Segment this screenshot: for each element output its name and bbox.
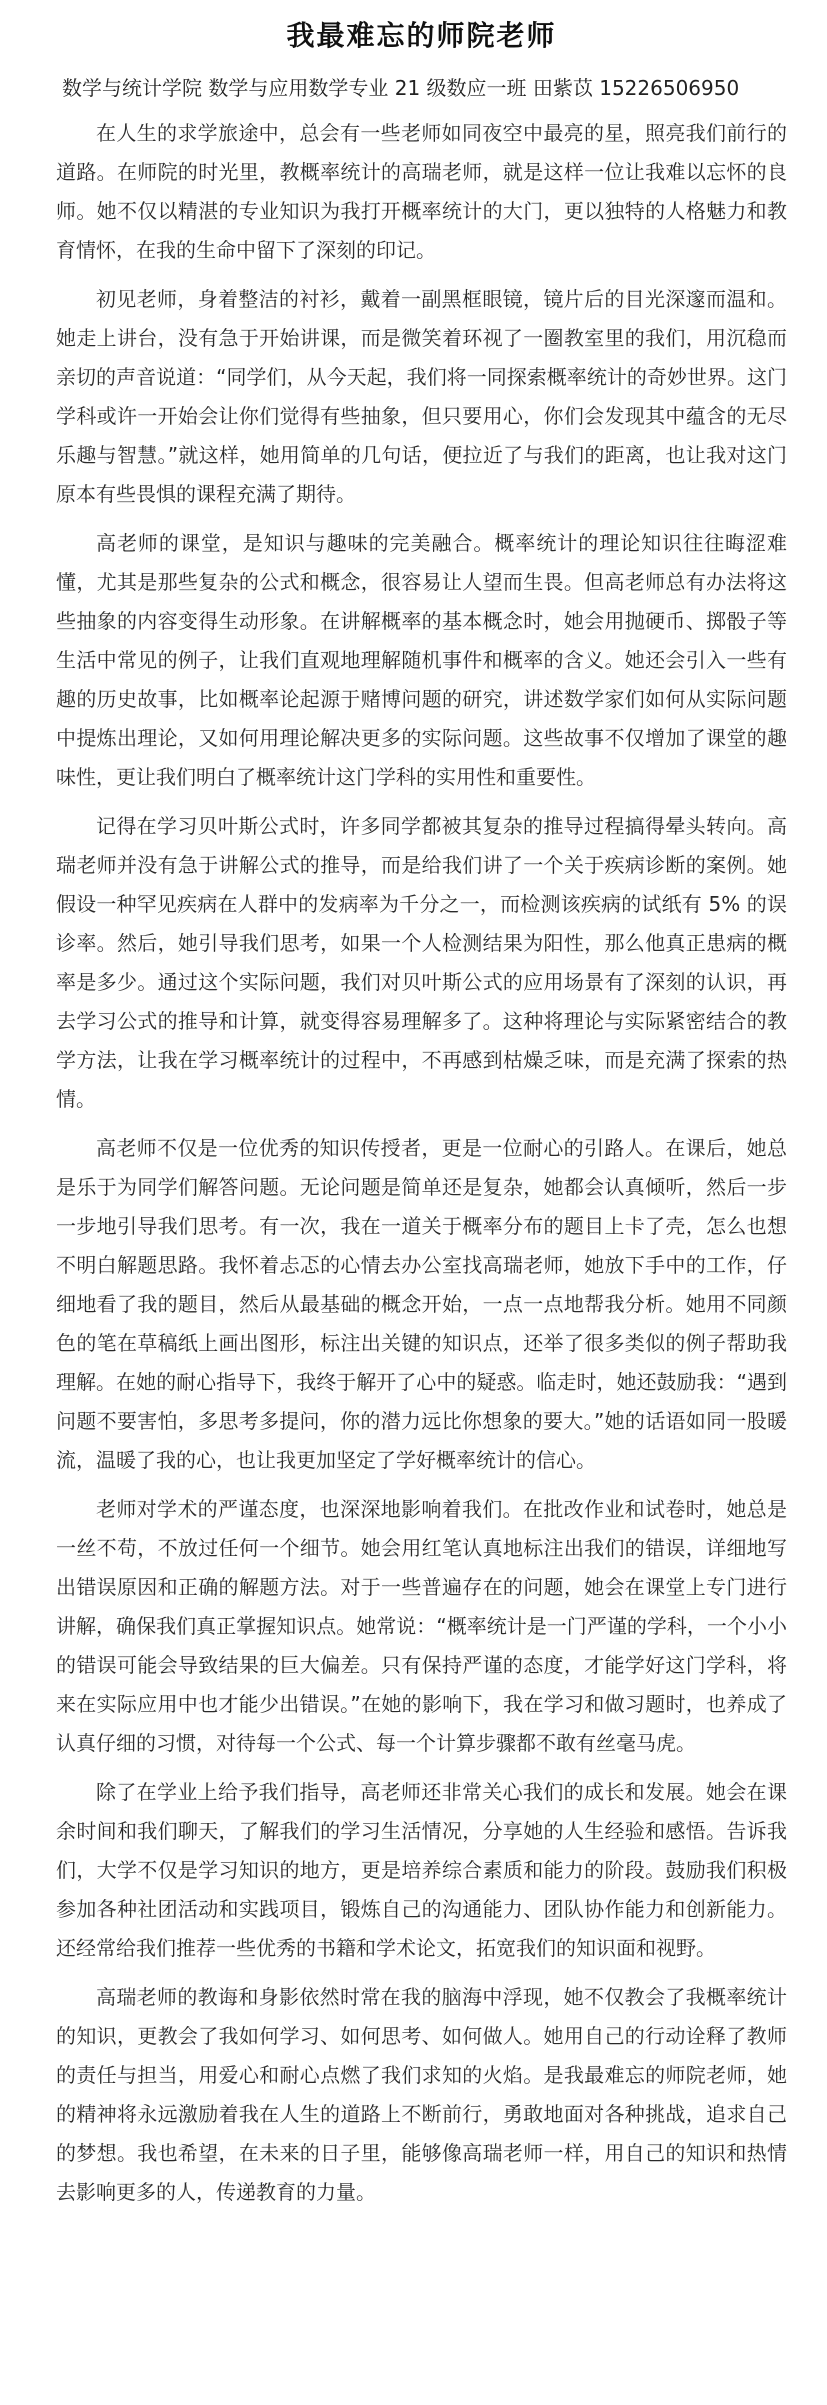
author-byline: 数学与统计学院 数学与应用数学专业 21 级数应一班 田紫苡 15226506950 (62, 76, 740, 100)
paragraph: 在人生的求学旅途中，总会有一些老师如同夜空中最亮的星，照亮我们前行的道路。在师院的时光里，教概率统计的高瑞老师，就是这样一位让我难以忘怀的良师。她不仅以精湛的专业知识为我打开概率统计的大门，更以独特的人格魅力和教育情怀，在我的生命中留下了深刻的印记。 (56, 121, 787, 262)
paragraph: 高瑞老师的教诲和身影依然时常在我的脑海中浮现，她不仅教会了我概率统计的知识，更教会了我如何学习、如何思考、如何做人。她用自己的行动诠释了教师的责任与担当，用爱心和耐心点燃了我们求知的火焰。是我最难忘的师院老师，她的精神将永远激励着我在人生的道路上不断前行，勇敢地面对各种挑战，追求自己的梦想。我也希望，在未来的日子里，能够像高瑞老师一样，用自己的知识和热情去影响更多的人，传递教育的力量。 (56, 1985, 787, 2204)
paragraph: 高老师不仅是一位优秀的知识传授者，更是一位耐心的引路人。在课后，她总是乐于为同学们解答问题。无论问题是简单还是复杂，她都会认真倾听，然后一步一步地引导我们思考。有一次，我在一道关于概率分布的题目上卡了壳，怎么也想不明白解题思路。我怀着忐忑的心情去办公室找高瑞老师，她放下手中的工作，仔细地看了我的题目，然后从最基础的概念开始，一点一点地帮我分析。她用不同颜色的笔在草稿纸上画出图形，标注出关键的知识点，还举了很多类似的例子帮助我理解。在她的耐心指导下，我终于解开了心中的疑惑。临走时，她还鼓励我：“遇到问题不要害怕，多思考多提问，你的潜力远比你想象的要大。”她的话语如同一股暖流，温暖了我的心，也让我更加坚定了学好概率统计的信心。 (56, 1136, 787, 1472)
paragraph: 老师对学术的严谨态度，也深深地影响着我们。在批改作业和试卷时，她总是一丝不苟，不放过任何一个细节。她会用红笔认真地标注出我们的错误，详细地写出错误原因和正确的解题方法。对于一些普遍存在的问题，她会在课堂上专门进行讲解，确保我们真正掌握知识点。她常说：“概率统计是一门严谨的学科，一个小小的错误可能会导致结果的巨大偏差。只有保持严谨的态度，才能学好这门学科，将来在实际应用中也才能少出错误。”在她的影响下，我在学习和做习题时，也养成了认真仔细的习惯，对待每一个公式、每一个计算步骤都不敢有丝毫马虎。 (56, 1497, 787, 1755)
paragraph: 初见老师，身着整洁的衬衫，戴着一副黑框眼镜，镜片后的目光深邃而温和。她走上讲台，没有急于开始讲课，而是微笑着环视了一圈教室里的我们，用沉稳而亲切的声音说道：“同学们，从今天起，我们将一同探索概率统计的奇妙世界。这门学科或许一开始会让你们觉得有些抽象，但只要用心，你们会发现其中蕴含的无尽乐趣与智慧。”就这样，她用简单的几句话，便拉近了与我们的距离，也让我对这门原本有些畏惧的课程充满了期待。 (56, 287, 787, 506)
essay-body (56, 114, 787, 2212)
paragraph: 高老师的课堂，是知识与趣味的完美融合。概率统计的理论知识往往晦涩难懂，尤其是那些复杂的公式和概念，很容易让人望而生畏。但高老师总有办法将这些抽象的内容变得生动形象。在讲解概率的基本概念时，她会用抛硬币、掷骰子等生活中常见的例子，让我们直观地理解随机事件和概率的含义。她还会引入一些有趣的历史故事，比如概率论起源于赌博问题的研究，讲述数学家们如何从实际问题中提炼出理论，又如何用理论解决更多的实际问题。这些故事不仅增加了课堂的趣味性，更让我们明白了概率统计这门学科的实用性和重要性。 (56, 531, 787, 789)
page-title: 我最难忘的师院老师 (286, 19, 557, 52)
paragraph: 记得在学习贝叶斯公式时，许多同学都被其复杂的推导过程搞得晕头转向。高瑞老师并没有急于讲解公式的推导，而是给我们讲了一个关于疾病诊断的案例。她假设一种罕见疾病在人群中的发病率为千分之一，而检测该疾病的试纸有 5% 的误诊率。然后，她引导我们思考，如果一个人检测结果为阳性，那么他真正患病的概率是多少。通过这个实际问题，我们对贝叶斯公式的应用场景有了深刻的认识，再去学习公式的推导和计算，就变得容易理解多了。这种将理论与实际紧密结合的教学方法，让我在学习概率统计的过程中，不再感到枯燥乏味，而是充满了探索的热情。 (56, 814, 787, 1111)
paragraph: 除了在学业上给予我们指导，高老师还非常关心我们的成长和发展。她会在课余时间和我们聊天，了解我们的学习生活情况，分享她的人生经验和感悟。告诉我们，大学不仅是学习知识的地方，更是培养综合素质和能力的阶段。鼓励我们积极参加各种社团活动和实践项目，锻炼自己的沟通能力、团队协作能力和创新能力。还经常给我们推荐一些优秀的书籍和学术论文，拓宽我们的知识面和视野。 (56, 1780, 787, 1960)
